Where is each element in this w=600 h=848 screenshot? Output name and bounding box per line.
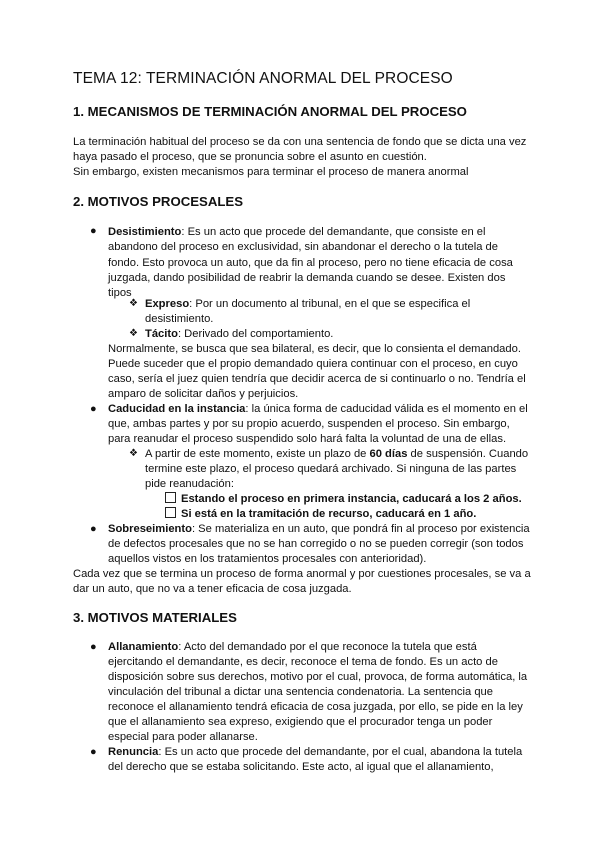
term-desistimiento: Desistimiento xyxy=(108,226,182,238)
paragraph-line: Puede suceder que el propio demandado quiera continuar con el proceso, en cuyo xyxy=(108,358,518,370)
sobreseimiento-line xyxy=(108,522,530,538)
term-caducidad: Caducidad en la instancia xyxy=(108,403,246,415)
paragraph-line: reconoce el allanamiento tendrá eficacia de cosa juzgada, por ello, se pide en la ley xyxy=(108,701,523,713)
paragraph-line: amparo de solicitar daños y perjuicios. xyxy=(108,388,299,400)
paragraph-line: desistimiento. xyxy=(145,313,214,325)
paragraph-line: Normalmente, se busca que sea bilateral, es decir, que lo consienta el demandado. xyxy=(108,343,521,355)
paragraph-line: termine este plazo, el proceso quedará archivado. Si ninguna de las partes xyxy=(145,463,517,475)
paragraph-line: de defectos procesales que no se han corregido o no se pueden corregir (son todos xyxy=(108,538,524,550)
text-run: : Derivado del comportamiento. xyxy=(177,328,334,340)
paragraph-line: haya pasado el proceso, que se pronuncia sobre el asunto en cuestión. xyxy=(73,151,427,163)
bullet-icon: ● xyxy=(90,403,97,415)
text-run: : Por un documento al tribunal, en el que se especifica el xyxy=(189,298,471,310)
section-3-heading: 3. MOTIVOS MATERIALES xyxy=(73,610,237,625)
paragraph-line: abandono del proceso en exclusividad, sin abandonar el derecho o la tutela de xyxy=(108,241,498,253)
checkbox-item xyxy=(165,507,476,523)
renuncia-line xyxy=(108,745,522,761)
tacito-line xyxy=(145,327,333,343)
checkbox-item xyxy=(165,492,522,508)
plazo-days: 60 días xyxy=(369,448,408,460)
paragraph-line: caso, sería el juez quien tendría que decidir acerca de si continuarlo o no. Tendría el xyxy=(108,373,526,385)
paragraph-line: La terminación habitual del proceso se da con una sentencia de fondo que se dicta una vez xyxy=(73,136,527,148)
desistimiento-line xyxy=(108,225,486,241)
term-allanamiento: Allanamiento xyxy=(108,641,179,653)
paragraph-line: disposición sobre sus derechos, motivo por el cual, provoca, de forma automática, la xyxy=(108,671,528,683)
paragraph-line: vinculación del tribunal a dictar una sentencia condenatoria. La sentencia que xyxy=(108,686,493,698)
checkbox-icon xyxy=(165,507,176,518)
checkbox-label: Si está en la tramitación de recurso, caducará en 1 año. xyxy=(181,508,477,520)
bullet-icon: ● xyxy=(90,225,97,237)
section-2-heading: 2. MOTIVOS PROCESALES xyxy=(73,194,244,209)
paragraph-line: Cada vez que se termina un proceso de forma anormal y por cuestiones procesales, se va a xyxy=(73,568,531,580)
section-1-heading: 1. MECANISMOS DE TERMINACIÓN ANORMAL DEL PROCESO xyxy=(73,104,467,119)
diamond-bullet-icon: ❖ xyxy=(129,448,138,459)
term-expreso: Expreso xyxy=(145,298,190,310)
text-run: : Acto del demandado por el que reconoce la tutela que está xyxy=(178,641,477,653)
paragraph-line: Sin embargo, existen mecanismos para terminar el proceso de manera anormal xyxy=(73,166,469,178)
checkbox-label: Estando el proceso en primera instancia, caducará a los 2 años. xyxy=(181,493,522,505)
term-sobreseimiento: Sobreseimiento xyxy=(108,523,192,535)
expreso-line xyxy=(145,297,470,313)
paragraph-line: fondo. Esto provoca un auto, que da fin al proceso, pero no tiene eficacia de cosa xyxy=(108,257,513,269)
paragraph-line: que, ambas partes y por su propio acuerdo, suspenden el proceso. Sin embargo, xyxy=(108,418,510,430)
text-run: : la única forma de caducidad válida es el momento en el xyxy=(245,403,528,415)
paragraph-line: del derecho que se estaba solicitando. Este acto, al igual que el allanamiento, xyxy=(108,761,494,773)
term-tacito: Tácito xyxy=(145,328,178,340)
paragraph-line: juzgada, dando posibilidad de reabrir la demanda cuando se desee. Existen dos xyxy=(108,272,506,284)
paragraph-line: que el allanamiento sea expreso, exigiendo que el procurador tenga un poder xyxy=(108,716,493,728)
diamond-bullet-icon: ❖ xyxy=(129,298,138,309)
paragraph-line: para reanudar el proceso suspendido solo hará falta la voluntad de una de ellas. xyxy=(108,433,507,445)
plazo-line xyxy=(145,447,528,463)
text-run: : Es un acto que procede del demandante, que consiste en el xyxy=(181,226,486,238)
paragraph-line: tipos xyxy=(108,287,132,299)
text-run: : Se materializa en un auto, que pondrá fin al proceso por existencia xyxy=(191,523,530,535)
allanamiento-line xyxy=(108,640,477,656)
diamond-bullet-icon: ❖ xyxy=(129,328,138,339)
checkbox-icon xyxy=(165,492,176,503)
text-run: : Es un acto que procede del demandante, por el cual, abandona la tutela xyxy=(158,746,523,758)
paragraph-line: aquellos vistos en los tratamientos procesales con anterioridad). xyxy=(108,553,427,565)
bullet-icon: ● xyxy=(90,523,97,535)
bullet-icon: ● xyxy=(90,746,97,758)
document-title: TEMA 12: TERMINACIÓN ANORMAL DEL PROCESO xyxy=(73,70,453,87)
paragraph-line: especial para poder allanarse. xyxy=(108,731,258,743)
paragraph-line: ejercitando el demandante, es decir, reconoce el tema de fondo. Es un acto de xyxy=(108,656,498,668)
caducidad-line xyxy=(108,402,528,418)
term-renuncia: Renuncia xyxy=(108,746,159,758)
text-run: de suspensión. Cuando xyxy=(407,448,529,460)
bullet-icon: ● xyxy=(90,641,97,653)
text-run: A partir de este momento, existe un plazo de xyxy=(145,448,370,460)
paragraph-line: dar un auto, que no va a tener eficacia de cosa juzgada. xyxy=(73,583,352,595)
paragraph-line: pide reanudación: xyxy=(145,478,234,490)
